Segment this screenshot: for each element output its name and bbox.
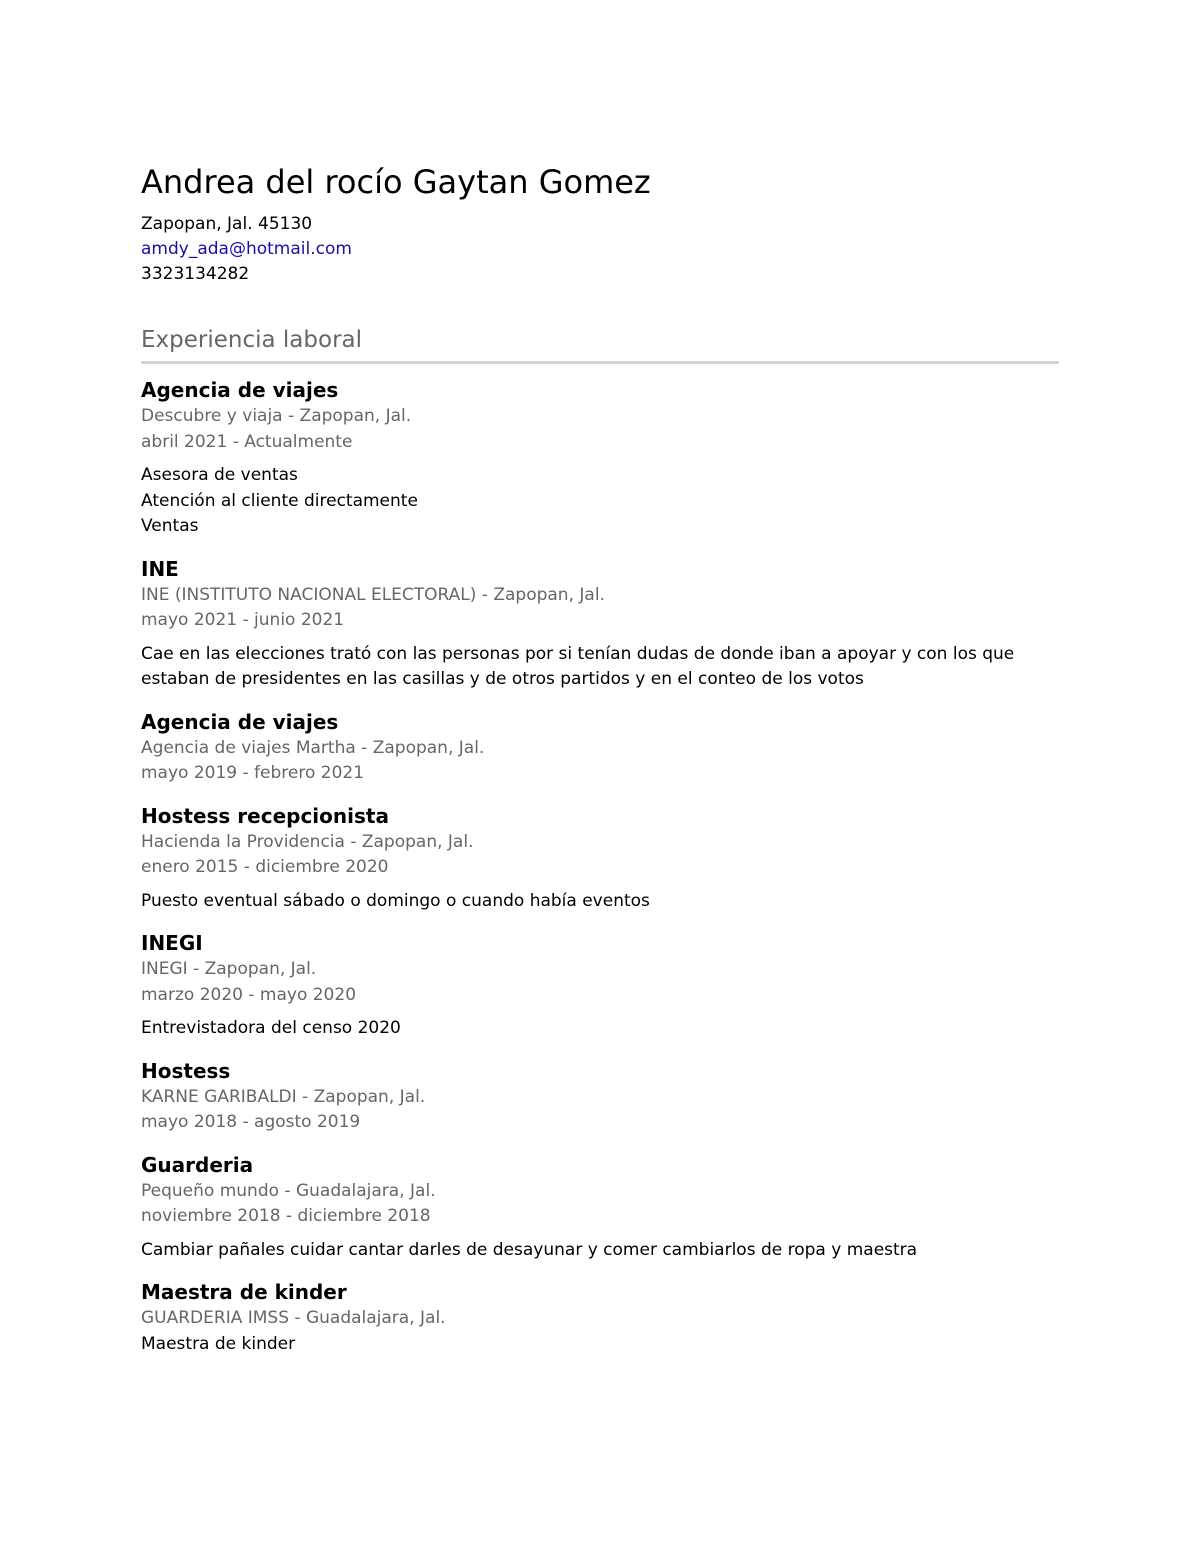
job-entry [141, 709, 1059, 787]
job-title: Agencia de viajes [141, 709, 339, 734]
job-organization: INEGI - Zapopan, Jal. [141, 959, 317, 979]
job-description-line: Cae en las elecciones trató con las personas por si tenían dudas de donde iban a apoyar y con los que estaban de presidentes en las casillas y de otros partidos y en el conteo de los votos [141, 643, 1015, 689]
job-description-line: Cambiar pañales cuidar cantar darles de desayunar y comer cambiarlos de ropa y maestra [141, 1239, 918, 1260]
phone-text: 3323134282 [141, 264, 250, 284]
job-entry [141, 377, 1059, 540]
job-entry [141, 1058, 1059, 1136]
job-entry [141, 930, 1059, 1042]
candidate-name: Andrea del rocío Gaytan Gomez [141, 163, 651, 201]
job-organization: KARNE GARIBALDI - Zapopan, Jal. [141, 1086, 426, 1107]
job-organization: Pequeño mundo - Guadalajara, Jal. [141, 1180, 436, 1201]
job-dates: mayo 2018 - agosto 2019 [141, 1112, 361, 1132]
job-description [141, 1016, 1059, 1042]
job-dates: mayo 2021 - junio 2021 [141, 610, 345, 630]
job-description-line: Asesora de ventas [141, 465, 298, 485]
job-organization: INE (INSTITUTO NACIONAL ELECTORAL) - Zapopan, Jal. [141, 584, 605, 605]
section-title-experience: Experiencia laboral [141, 325, 1059, 364]
job-dates: enero 2015 - diciembre 2020 [141, 857, 389, 877]
job-description-line: Ventas [141, 516, 199, 536]
job-title: INEGI [141, 931, 203, 955]
job-organization: Hacienda la Providencia - Zapopan, Jal. [141, 831, 474, 852]
job-organization: GUARDERIA IMSS - Guadalajara, Jal. [141, 1308, 446, 1328]
job-title: Guarderia [141, 1152, 254, 1177]
job-dates: mayo 2019 - febrero 2021 [141, 763, 365, 783]
job-dates: noviembre 2018 - diciembre 2018 [141, 1206, 431, 1226]
job-title: Maestra de kinder [141, 1280, 347, 1304]
jobs-list [141, 377, 1059, 1357]
job-description [141, 1332, 1059, 1358]
job-dates: marzo 2020 - mayo 2020 [141, 984, 357, 1005]
job-description [141, 463, 1059, 540]
location-text: Zapopan, Jal. 45130 [141, 214, 313, 234]
job-title: Hostess [141, 1058, 231, 1083]
job-description-line: Puesto eventual sábado o domingo o cuando había eventos [141, 890, 650, 911]
job-description [141, 1238, 1059, 1264]
job-title: INE [141, 556, 179, 581]
job-description-line: Atención al cliente directamente [141, 490, 418, 511]
job-description-line: Entrevistadora del censo 2020 [141, 1018, 401, 1038]
resume-page [141, 160, 1059, 1373]
job-dates: abril 2021 - Actualmente [141, 431, 353, 452]
job-entry [141, 1152, 1059, 1264]
job-description-line: Maestra de kinder [141, 1333, 296, 1354]
job-organization: Agencia de viajes Martha - Zapopan, Jal. [141, 737, 485, 758]
email-link[interactable]: amdy_ada@hotmail.com [141, 239, 352, 259]
job-entry [141, 556, 1059, 693]
job-entry [141, 803, 1059, 915]
job-title: Agencia de viajes [141, 378, 339, 402]
job-organization: Descubre y viaja - Zapopan, Jal. [141, 406, 412, 426]
job-description [141, 642, 1059, 693]
job-title: Hostess recepcionista [141, 803, 389, 828]
job-entry [141, 1279, 1059, 1357]
job-description [141, 889, 1059, 915]
